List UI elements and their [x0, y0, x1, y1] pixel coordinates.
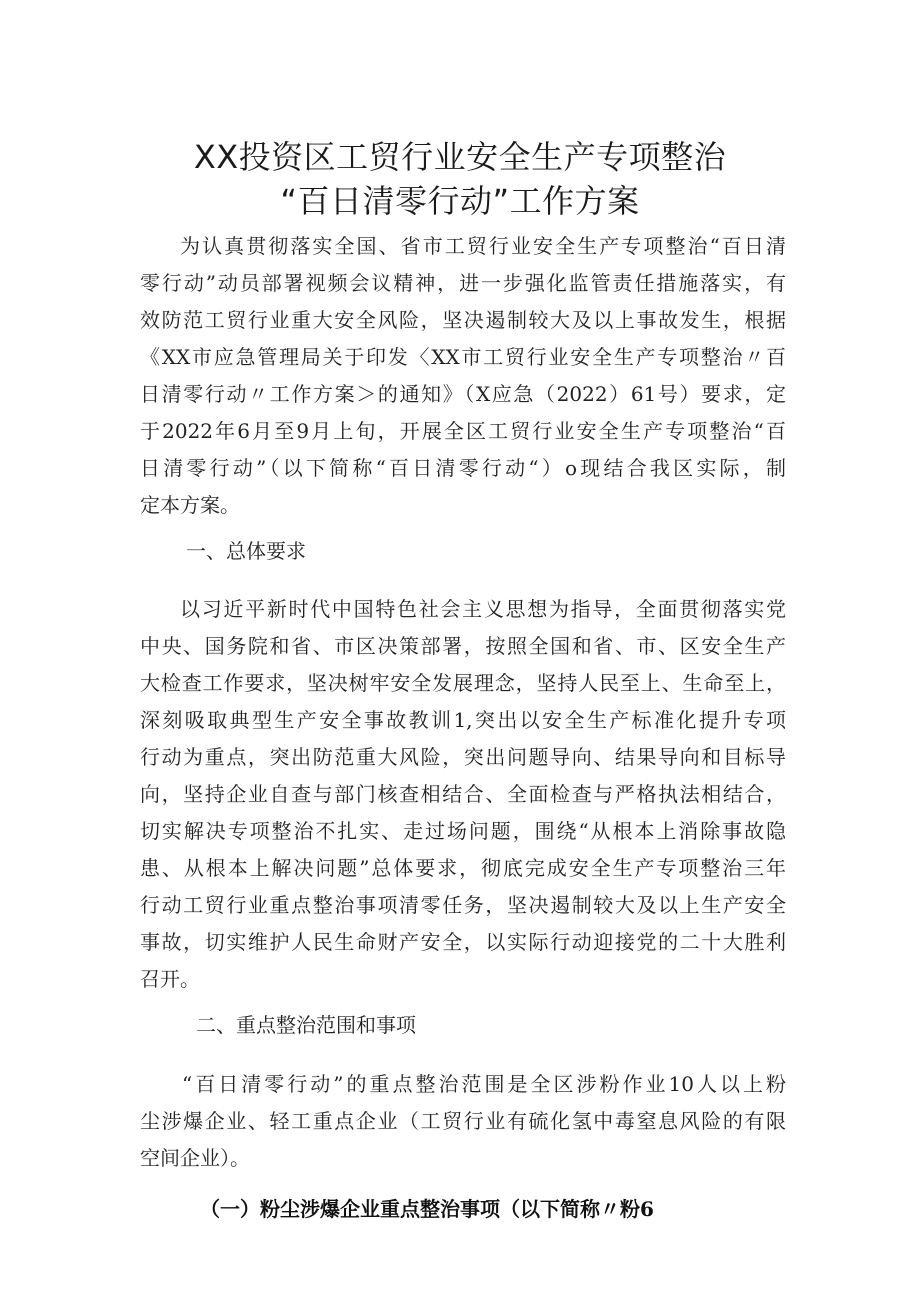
section1-line: 中央、国务院和省、市区决策部署，按照全国和省、市、区安全生产	[140, 634, 786, 658]
section1-line: 患、从根本上解决问题”总体要求，彻底完成安全生产专项整治三年	[140, 856, 786, 880]
section1-line: 向，坚持企业自查与部门核查相结合、全面检查与严格执法相结合，	[140, 782, 786, 806]
section1-line: 以习近平新时代中国特色社会主义思想为指导，全面贯彻落实党	[180, 597, 786, 621]
section1-line: 行动为重点，突出防范重大风险，突出问题导向、结果导向和目标导	[140, 745, 786, 769]
document-title-line-2: “百日清零行动”工作方案	[280, 182, 640, 220]
section1-line: 深刻吸取典型生产安全事故教训1,突出以安全生产标准化提升专项	[140, 708, 786, 732]
intro-line: 定本方案。	[140, 493, 240, 517]
section2-line: 空间企业）。	[140, 1146, 250, 1170]
section1-line: 行动工贸行业重点整治事项清零任务，坚决遏制较大及以上生产安全	[140, 893, 786, 917]
document-title-line-1: XX投资区工贸行业安全生产专项整治	[193, 138, 727, 176]
intro-line: 于2022年6月至9月上旬，开展全区工贸行业安全生产专项整治“百	[140, 419, 786, 443]
section1-line: 大检查工作要求，坚决树牢安全发展理念，坚持人民至上、生命至上，	[140, 671, 786, 695]
intro-line: 为认真贯彻落实全国、省市工贸行业安全生产专项整治“百日清	[180, 234, 786, 258]
intro-line: 《XX市应急管理局关于印发〈XX市工贸行业安全生产专项整治〃百	[140, 345, 786, 369]
section-heading-overall-requirements: 一、总体要求	[186, 539, 306, 563]
intro-line: 零行动”动员部署视频会议精神，进一步强化监管责任措施落实，有	[140, 271, 786, 295]
section2-line: 尘涉爆企业、轻工重点企业（工贸行业有硫化氢中毒窒息风险的有限	[140, 1109, 786, 1133]
subsection-heading-dust-explosion: （一）粉尘涉爆企业重点整治事项（以下简称〃粉6	[200, 1197, 654, 1221]
intro-line: 日清零行动”（以下简称“百日清零行动“）o现结合我区实际，制	[140, 456, 786, 480]
section1-line: 事故，切实维护人民生命财产安全，以实际行动迎接党的二十大胜利	[140, 930, 786, 954]
section2-line: “百日清零行动”的重点整治范围是全区涉粉作业10人以上粉	[182, 1072, 786, 1096]
section-heading-key-scope: 二、重点整治范围和事项	[196, 1013, 416, 1037]
intro-line: 日清零行动〃工作方案＞的通知》（X应急（2022）61号）要求，定	[140, 382, 786, 406]
section1-line: 切实解决专项整治不扎实、走过场问题，围绕“从根本上消除事故隐	[140, 819, 786, 843]
intro-line: 效防范工贸行业重大安全风险，坚决遏制较大及以上事故发生，根据	[140, 308, 786, 332]
section1-line: 召开。	[140, 967, 200, 991]
